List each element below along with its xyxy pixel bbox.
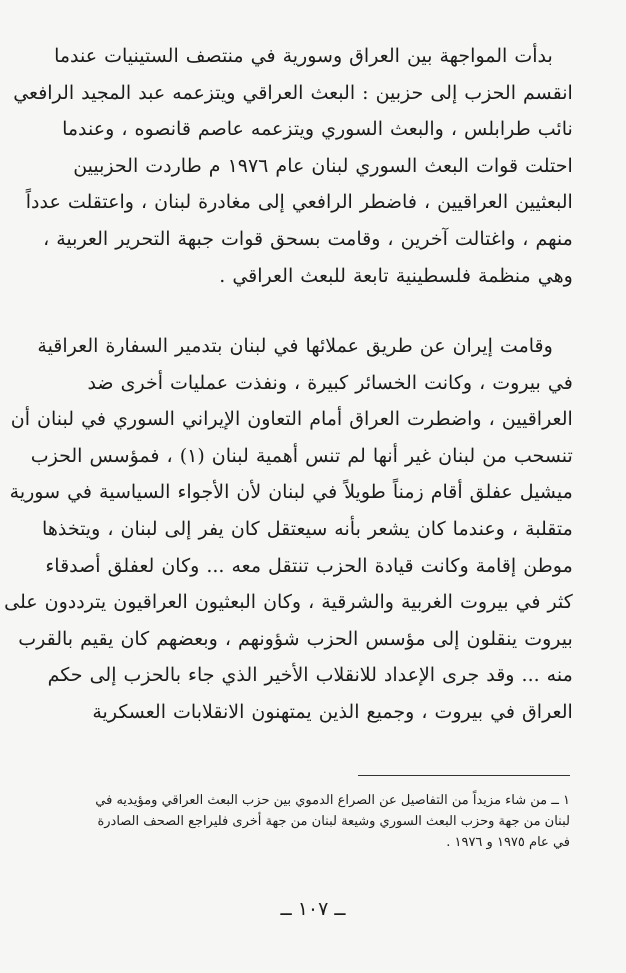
text-line: احتلت قوات البعث السوري لبنان عام ١٩٧٦ م طاردت الحزبيين xyxy=(73,154,573,177)
text-line: العراقيين ، واضطرت العراق أمام التعاون الإيراني السوري في لبنان أن xyxy=(10,408,573,431)
text-line: بيروت ينقلون إلى مؤسس الحزب شؤونهم ، وبعضهم كان يقيم بالقرب xyxy=(18,627,573,650)
text-line: وقامت إيران عن طريق عملائها في لبنان بتدمير السفارة العراقية xyxy=(37,335,553,357)
text-line: بدأت المواجهة بين العراق وسورية في منتصف الستينيات عندما xyxy=(54,45,553,67)
text-line: العراق في بيروت ، وجميع الذين يمتهنون الانقلابات العسكرية xyxy=(92,700,573,723)
text-line: موطن إقامة وكانت قيادة الحزب تنتقل معه ... وكان لعفلق أصدقاء xyxy=(45,554,573,577)
text-line: ميشيل عفلق أقام زمناً طويلاً في لبنان لأن الأجواء السياسية في سورية xyxy=(9,481,573,504)
text-line: متقلبة ، وعندما كان يشعر بأنه سيعتقل كان يفر إلى لبنان ، ويتخذها xyxy=(42,517,573,540)
text-line: منه ... وقد جرى الإعداد للانقلاب الأخير الذي جاء بالحزب إلى حكم xyxy=(47,664,573,687)
footnote-divider xyxy=(358,775,570,776)
text-line: وهي منظمة فلسطينية تابعة للبعث العراقي . xyxy=(219,264,573,287)
text-line: تنسحب من لبنان غير أنها لم تنس أهمية لبنان (١) ، فمؤسس الحزب xyxy=(30,444,573,467)
text-line: في بيروت ، وكانت الخسائر كبيرة ، ونفذت عمليات أخرى ضد xyxy=(87,371,573,394)
paragraph-2 xyxy=(4,328,573,731)
text-line: انقسم الحزب إلى حزبين : البعث العراقي ويتزعمه عبد المجيد الرافعي xyxy=(13,81,573,104)
footnote-line: لبنان من جهة وحزب البعث السوري وشيعة لبنان من جهة أخرى فليراجع الصحف الصادرة xyxy=(97,814,570,829)
footnote xyxy=(60,790,570,853)
page-number: ــ ١٠٧ ــ xyxy=(280,898,346,920)
footnote-line: في عام ١٩٧٥ و ١٩٧٦ . xyxy=(446,835,570,850)
text-line: نائب طرابلس ، والبعث السوري ويتزعمه عاصم قانصوه ، وعندما xyxy=(62,118,573,141)
text-line: البعثيين العراقيين ، فاضطر الرافعي إلى مغادرة لبنان ، واعتقلت عدداً xyxy=(25,191,573,214)
text-line: كثر في بيروت الغربية والشرقية ، وكان البعثيون العراقيون يترددون على xyxy=(4,591,573,614)
paragraph-1 xyxy=(13,38,573,294)
text-line: منهم ، واغتالت آخرين ، وقامت بسحق قوات جبهة التحرير العربية ، xyxy=(43,227,573,250)
footnote-line: ١ ــ من شاء مزيداً من التفاصيل عن الصراع الدموي بين حزب البعث العراقي ومؤيديه في xyxy=(95,793,570,808)
